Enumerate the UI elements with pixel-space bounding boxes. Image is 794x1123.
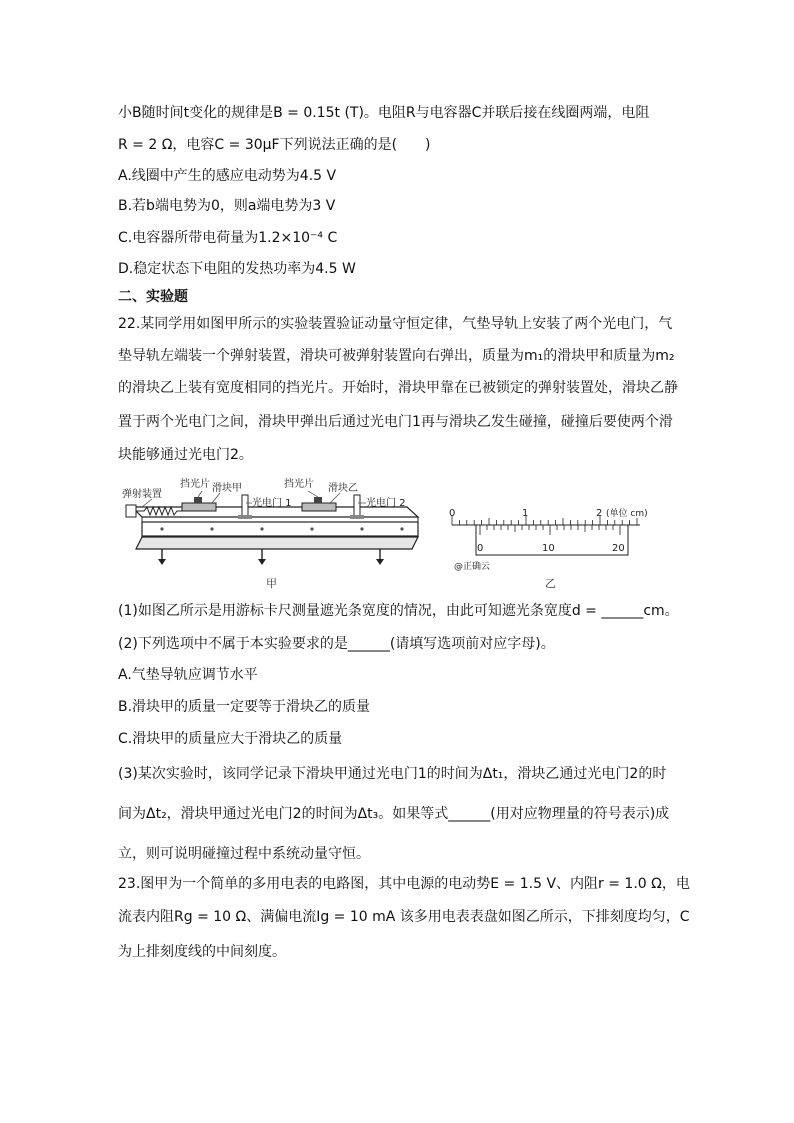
option-c-line: C.电容器所带电荷量为1.2×10⁻⁴ C	[118, 230, 338, 246]
q23-line-3: 为上排刻度线的中间刻度。	[118, 944, 286, 960]
vernier-caliper-figure	[444, 503, 674, 573]
vernier-tick-0: 0	[477, 543, 484, 554]
q22-line-1: 22.某同学用如图甲所示的实验装置验证动量守恒定律，气垫导轨上安装了两个光电门，气	[118, 316, 673, 332]
label-launcher: 弹射装置	[122, 489, 162, 500]
label-slider-a: 滑块甲	[212, 483, 242, 494]
q22-line-4: 置于两个光电门之间，滑块甲弹出后通过光电门1再与滑块乙发生碰撞，碰撞后要使两个滑	[118, 414, 673, 430]
q23-line-1: 23.图甲为一个简单的多用电表的电路图，其中电源的电动势E = 1.5 V、内阻r = 1.0 Ω，电	[118, 876, 690, 892]
q22-part3-line-3: 立，则可说明碰撞过程中系统动量守恒。	[118, 846, 370, 862]
section-heading: 二、实验题	[118, 289, 188, 305]
main-tick-0: 0	[449, 508, 456, 519]
watermark: @正确云	[454, 562, 491, 572]
caption-yi: 乙	[545, 577, 556, 590]
q22-option-a: A.气垫导轨应调节水平	[118, 667, 258, 683]
air-track-figure	[122, 477, 422, 589]
label-shutter-1: 挡光片	[180, 479, 210, 490]
text-line-1: 小B随时间t变化的规律是B = 0.15t (T)。电阻R与电容器C并联后接在线圈两端，电阻	[118, 105, 650, 121]
option-a-line: A.线圈中产生的感应电动势为4.5 V	[118, 168, 337, 184]
q22-part3-line-1: (3)某次实验时，该同学记录下滑块甲通过光电门1的时间为Δt₁，滑块乙通过光电门2的时	[118, 766, 667, 782]
label-shutter-2: 挡光片	[284, 479, 314, 490]
vernier-tick-10: 10	[542, 543, 555, 554]
unit-label: (单位 cm)	[606, 509, 648, 519]
q22-part3-line-2: 间为Δt₂，滑块甲通过光电门2的时间为Δt₃。如果等式______(用对应物理量的符号表示)成	[118, 806, 670, 822]
option-b-line: B.若b端电势为0，则a端电势为3 V	[118, 198, 336, 214]
q22-line-3: 的滑块乙上装有宽度相同的挡光片。开始时，滑块甲靠在已被锁定的弹射装置处，滑块乙静	[118, 380, 678, 396]
main-tick-1: 1	[522, 508, 529, 519]
vernier-tick-20: 20	[612, 543, 625, 554]
text-line-2: R = 2 Ω，电容C = 30μF下列说法正确的是( )	[118, 137, 431, 153]
q22-option-c: C.滑块甲的质量应大于滑块乙的质量	[118, 731, 343, 747]
option-d-line: D.稳定状态下电阻的发热功率为4.5 W	[118, 261, 356, 277]
q22-line-5: 块能够通过光电门2。	[118, 447, 253, 463]
q22-part1-line: (1)如图乙所示是用游标卡尺测量遮光条宽度的情况，由此可知遮光条宽度d = ______cm。	[118, 603, 679, 619]
q22-line-2: 垫导轨左端装一个弹射装置，滑块可被弹射装置向右弹出，质量为m₁的滑块甲和质量为m₂	[118, 348, 675, 364]
label-gate-2: 光电门 2	[366, 498, 406, 509]
q23-line-2: 流表内阻Rg = 10 Ω、满偏电流Ig = 10 mA 该多用电表表盘如图乙所示，下排刻度均匀，C	[118, 909, 690, 925]
q22-option-b: B.滑块甲的质量一定要等于滑块乙的质量	[118, 699, 371, 715]
main-tick-2: 2	[596, 508, 603, 519]
label-slider-b: 滑块乙	[328, 483, 358, 494]
q22-part2-line: (2)下列选项中不属于本实验要求的是______(请填写选项前对应字母)。	[118, 636, 555, 652]
caption-jia: 甲	[266, 577, 277, 590]
label-gate-1: 光电门 1	[252, 498, 292, 509]
